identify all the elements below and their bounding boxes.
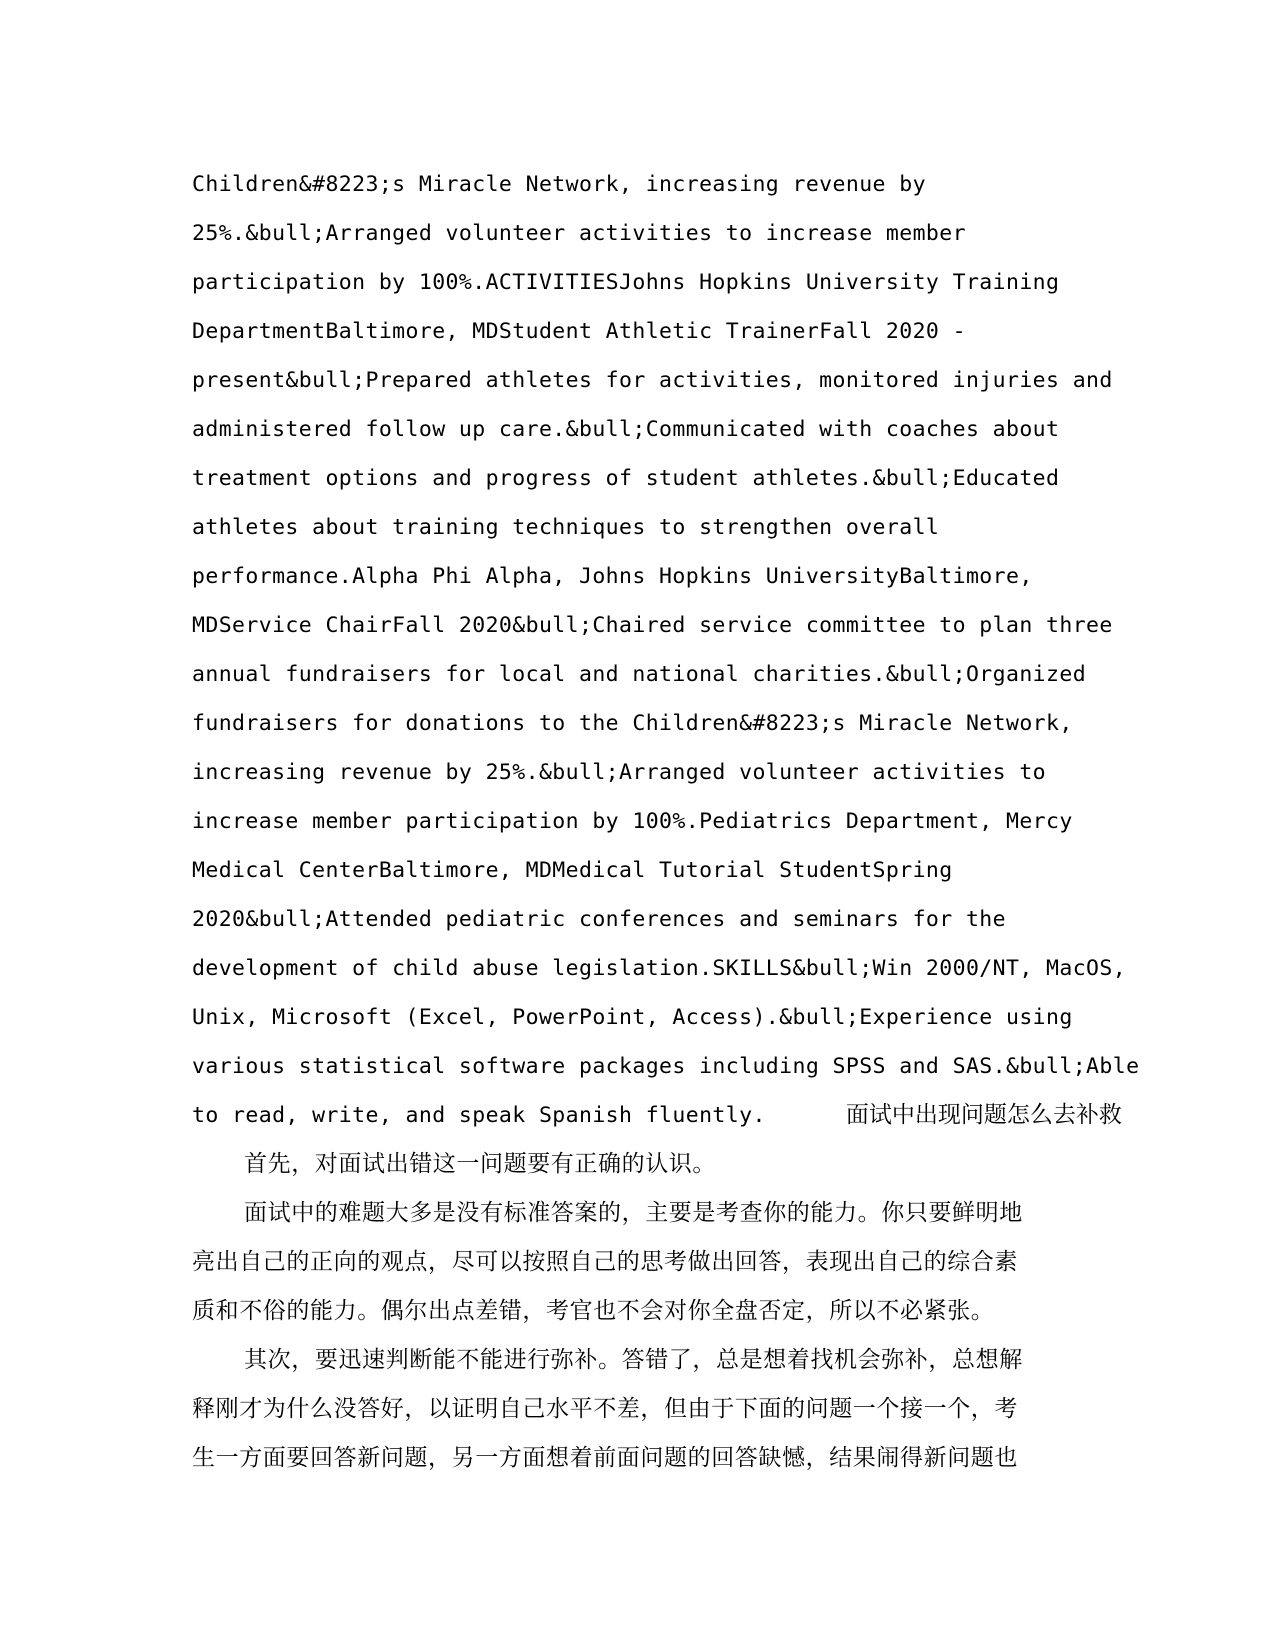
text-line: Children&#8223;s Miracle Network, increasing revenue by bbox=[192, 172, 926, 197]
text-line: athletes about training techniques to strengthen overall bbox=[192, 515, 940, 540]
text-line: 25%.&bull;Arranged volunteer activities to increase member bbox=[192, 221, 966, 246]
text-line: DepartmentBaltimore, MDStudent Athletic TrainerFall 2020 - bbox=[192, 319, 966, 344]
text-line: present&bull;Prepared athletes for activities, monitored injuries and bbox=[192, 368, 1113, 393]
text-line: to read, write, and speak Spanish fluently. bbox=[192, 1103, 766, 1128]
text-line: annual fundraisers for local and national charities.&bull;Organized bbox=[192, 662, 1087, 687]
document-body bbox=[192, 160, 1140, 1483]
text-line: various statistical software packages including SPSS and SAS.&bull;Able bbox=[192, 1054, 1140, 1079]
paragraph-line: 质和不俗的能力。偶尔出点差错，考官也不会对你全盘否定，所以不必紧张。 bbox=[192, 1298, 995, 1324]
section-title: 面试中出现问题怎么去补救 bbox=[845, 1102, 1122, 1128]
paragraph-line: 其次，要迅速判断能不能进行弥补。答错了，总是想着找机会弥补，总想解 bbox=[244, 1347, 1023, 1373]
text-line: increase member participation by 100%.Pediatrics Department, Mercy bbox=[192, 809, 1073, 834]
paragraph-line: 生一方面要回答新问题，另一方面想着前面问题的回答缺憾，结果闹得新问题也 bbox=[192, 1445, 1018, 1471]
text-line: administered follow up care.&bull;Communicated with coaches about bbox=[192, 417, 1060, 442]
text-line: MDService ChairFall 2020&bull;Chaired service committee to plan three bbox=[192, 613, 1113, 638]
paragraph-line: 面试中的难题大多是没有标准答案的，主要是考查你的能力。你只要鲜明地 bbox=[244, 1200, 1023, 1226]
text-line: 2020&bull;Attended pediatric conferences and seminars for the bbox=[192, 907, 1006, 932]
text-line: Unix, Microsoft (Excel, PowerPoint, Access).&bull;Experience using bbox=[192, 1005, 1073, 1030]
text-line-with-title bbox=[192, 1091, 1122, 1140]
text-line: fundraisers for donations to the Children&#8223;s Miracle Network, bbox=[192, 711, 1073, 736]
paragraph-line: 释刚才为什么没答好，以证明自己水平不差，但由于下面的问题一个接一个，考 bbox=[192, 1396, 1018, 1422]
text-line: treatment options and progress of student athletes.&bull;Educated bbox=[192, 466, 1060, 491]
text-line: development of child abuse legislation.SKILLS&bull;Win 2000/NT, MacOS, bbox=[192, 956, 1127, 981]
paragraph-line: 亮出自己的正向的观点，尽可以按照自己的思考做出回答，表现出自己的综合素 bbox=[192, 1249, 1018, 1275]
text-line: performance.Alpha Phi Alpha, Johns Hopkins UniversityBaltimore, bbox=[192, 564, 1033, 589]
text-line: participation by 100%.ACTIVITIESJohns Hopkins University Training bbox=[192, 270, 1060, 295]
text-line: increasing revenue by 25%.&bull;Arranged volunteer activities to bbox=[192, 760, 1047, 785]
paragraph-line: 首先，对面试出错这一问题要有正确的认识。 bbox=[244, 1151, 716, 1177]
text-line: Medical CenterBaltimore, MDMedical Tutorial StudentSpring bbox=[192, 858, 953, 883]
